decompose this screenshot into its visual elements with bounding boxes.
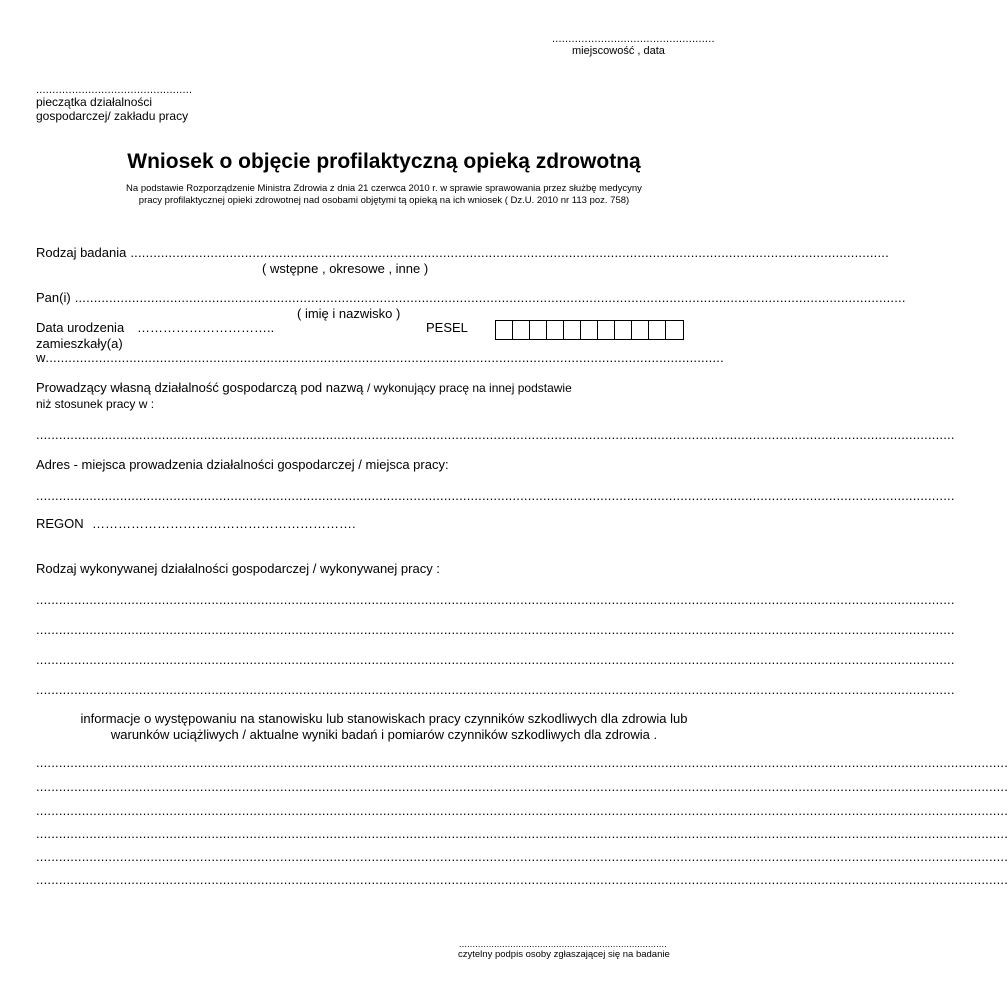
pesel-cell[interactable] bbox=[649, 321, 666, 339]
work-type-label: Rodzaj wykonywanej działalności gospodarczej / wykonywanej pracy : bbox=[36, 561, 440, 576]
hazards-field-1[interactable]: ............................................................................................................................................................................................................................................................... bbox=[36, 755, 1008, 770]
workplace-address-field[interactable]: ................................................................................................................................................................................................................................................. bbox=[36, 488, 955, 503]
birth-date-label: Data urodzenia bbox=[36, 320, 125, 335]
hazards-field-6[interactable]: ............................................................................................................................................................................................................................................................... bbox=[36, 872, 1008, 887]
workplace-address-label: Adres - miejsca prowadzenia działalności gospodarczej / miejsca pracy: bbox=[36, 457, 449, 472]
business-line1 bbox=[36, 380, 572, 395]
address-label: zamieszkały(a) bbox=[36, 336, 123, 351]
business-name-field[interactable]: ................................................................................................................................................................................................................................................. bbox=[36, 427, 955, 442]
name-field[interactable]: .......................................................................................................................................................................................................................... bbox=[74, 290, 906, 305]
work-type-field-4[interactable]: ................................................................................................................................................................................................................................................. bbox=[36, 682, 955, 697]
business-line1-cont: / wykonujący pracę na innej podstawie bbox=[366, 381, 572, 395]
pesel-cell[interactable] bbox=[581, 321, 598, 339]
name-hint: ( imię i nazwisko ) bbox=[297, 306, 401, 321]
work-type-field-2[interactable]: ................................................................................................................................................................................................................................................. bbox=[36, 622, 955, 637]
hazards-field-2[interactable]: ............................................................................................................................................................................................................................................................... bbox=[36, 779, 1008, 794]
birth-date-field[interactable]: ………………………….. bbox=[137, 320, 275, 335]
pesel-cell[interactable] bbox=[530, 321, 547, 339]
stamp-label-line1: pieczątka działalności bbox=[36, 95, 153, 109]
hazards-field-5[interactable]: ............................................................................................................................................................................................................................................................... bbox=[36, 849, 1008, 864]
subtitle-line1: Na podstawie Rozporządzenie Ministra Zdrowia z dnia 21 czerwca 2010 r. w sprawie sprawowania przez służbę medycyny bbox=[126, 183, 642, 194]
stamp-dots: ................................................ bbox=[36, 84, 193, 96]
address-row[interactable] bbox=[36, 350, 724, 365]
business-line1-main: Prowadzący własną działalność gospodarczą pod nazwą bbox=[36, 380, 364, 395]
address-field[interactable]: .................................................................................................................................................................................. bbox=[45, 350, 724, 365]
signature-field[interactable]: ............................................................................. bbox=[459, 939, 667, 949]
work-type-field-3[interactable]: ................................................................................................................................................................................................................................................. bbox=[36, 652, 955, 667]
work-type-field-1[interactable]: ................................................................................................................................................................................................................................................. bbox=[36, 592, 955, 607]
place-date-dots: .................................................. bbox=[552, 33, 715, 45]
regon-label: REGON bbox=[36, 516, 84, 531]
document-title: Wniosek o objęcie profilaktyczną opieką zdrowotną bbox=[127, 150, 641, 173]
pesel-cell[interactable] bbox=[615, 321, 632, 339]
stamp-label-line2: gospodarczej/ zakładu pracy bbox=[36, 109, 189, 123]
hazards-field-4[interactable]: ............................................................................................................................................................................................................................................................... bbox=[36, 826, 1008, 841]
pesel-cell[interactable] bbox=[564, 321, 581, 339]
hazards-line2: warunków uciążliwych / aktualne wyniki badań i pomiarów czynników szkodliwych dla zdrowia . bbox=[110, 727, 658, 742]
hazards-field-3[interactable]: ............................................................................................................................................................................................................................................................... bbox=[36, 803, 1008, 818]
name-label: Pan(i) bbox=[36, 290, 71, 305]
exam-type-field[interactable]: ....................................................................................................................................................................................................... bbox=[130, 245, 889, 260]
pesel-cell[interactable] bbox=[632, 321, 649, 339]
pesel-cell[interactable] bbox=[666, 321, 683, 339]
pesel-grid[interactable] bbox=[495, 320, 684, 340]
hazards-line1: informacje o występowaniu na stanowisku lub stanowiskach pracy czynników szkodliwych dla zdrowia lub bbox=[80, 711, 688, 726]
pesel-label: PESEL bbox=[426, 320, 468, 335]
pesel-cell[interactable] bbox=[513, 321, 530, 339]
regon-field[interactable]: ……………………………………………………. bbox=[92, 516, 356, 531]
address-prefix: w bbox=[36, 350, 46, 365]
exam-type-hint: ( wstępne , okresowe , inne ) bbox=[262, 261, 429, 276]
exam-type-label: Rodzaj badania bbox=[36, 245, 127, 260]
pesel-cell[interactable] bbox=[547, 321, 564, 339]
pesel-cell[interactable] bbox=[598, 321, 615, 339]
name-row[interactable] bbox=[36, 290, 906, 305]
exam-type-row[interactable] bbox=[36, 245, 889, 260]
business-line2: niż stosunek pracy w : bbox=[36, 397, 155, 411]
pesel-cell[interactable] bbox=[496, 321, 513, 339]
signature-label: czytelny podpis osoby zgłaszającej się na badanie bbox=[458, 949, 670, 960]
subtitle-line2: pracy profilaktycznej opieki zdrowotnej nad osobami objętymi tą opieką na ich wniosek ( Dz.U. 2010 nr 113 poz. 758) bbox=[138, 195, 630, 206]
place-date-label: miejscowość , data bbox=[572, 45, 665, 57]
